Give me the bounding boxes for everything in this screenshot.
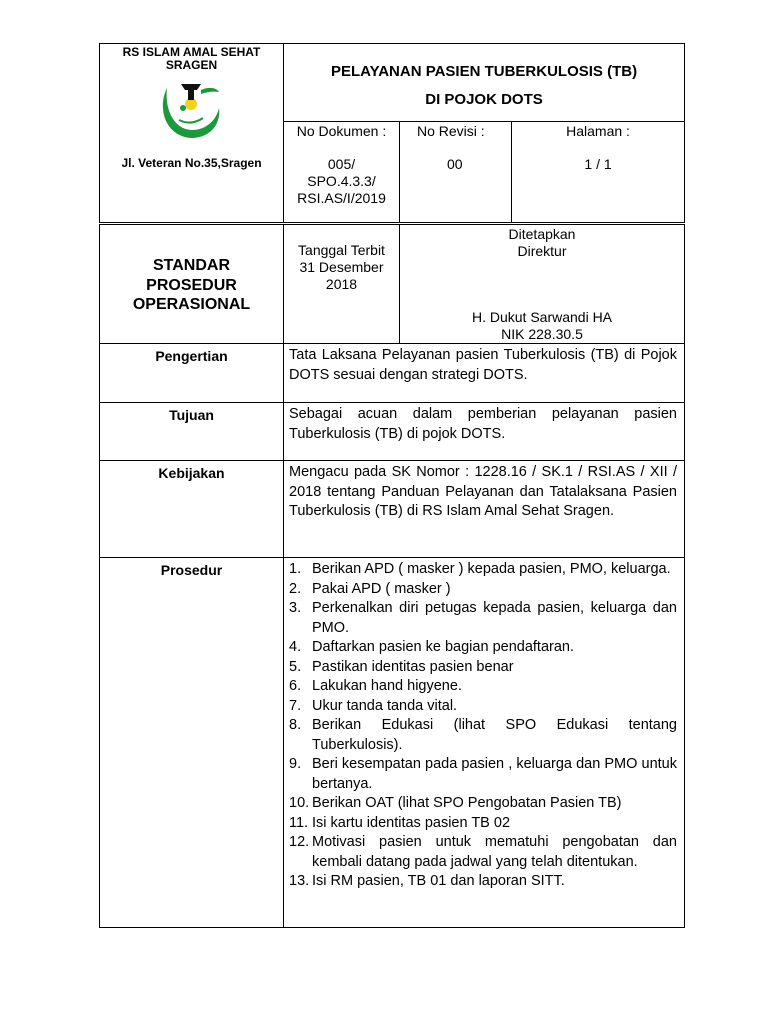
pengertian-label: Pengertian — [100, 344, 284, 403]
step-number: 10. — [289, 795, 310, 811]
tujuan-text: Sebagai acuan dalam pemberian pelayanan pasien Tuberkulosis (TB) di pojok DOTS. — [284, 403, 685, 461]
tanggal-terbit-label: Tanggal Terbit — [298, 242, 385, 258]
ditetapkan-cell — [400, 225, 685, 344]
list-item — [289, 580, 677, 600]
list-item — [289, 814, 677, 834]
step-text: Berikan APD ( masker ) kepada pasien, PMO, keluarga. — [312, 561, 671, 577]
signatory-nik: NIK 228.30.5 — [501, 326, 583, 342]
list-item — [289, 599, 677, 638]
halaman-label: Halaman : — [566, 123, 630, 139]
prosedur-list — [289, 560, 677, 892]
step-number: 9. — [289, 756, 302, 772]
step-text: Isi RM pasien, TB 01 dan laporan SITT. — [312, 873, 565, 889]
step-text: Beri kesempatan pada pasien , keluarga dan PMO untuk bertanya. — [312, 756, 677, 792]
step-text: Motivasi pasien untuk mematuhi pengobatan dan kembali datang pada jadwal yang telah ditentukan. — [312, 834, 677, 870]
step-text: Berikan OAT (lihat SPO Pengobatan Pasien TB) — [312, 795, 622, 811]
step-number: 1. — [289, 561, 302, 577]
no-revisi-label: No Revisi : — [417, 123, 485, 139]
no-revisi-cell — [400, 122, 512, 223]
list-item — [289, 658, 677, 678]
list-item — [289, 794, 677, 814]
step-number: 3. — [289, 600, 302, 616]
no-dokumen-label: No Dokumen : — [296, 123, 387, 139]
no-dokumen-value: 005/ SPO.4.3.3/ RSI.AS/I/2019 — [297, 156, 386, 206]
step-number: 11. — [289, 814, 309, 831]
list-item — [289, 677, 677, 697]
kebijakan-text: Mengacu pada SK Nomor : 1228.16 / SK.1 / RSI.AS / XII / 2018 tentang Panduan Pelayanan dan Tatalaksana Pasien Tuberkulosis (TB) di RS Islam Amal Sehat Sragen. — [284, 461, 685, 558]
jabatan: Direktur — [517, 243, 567, 259]
signatory-name: H. Dukut Sarwandi HA — [471, 309, 613, 325]
tanggal-terbit-cell — [284, 225, 400, 344]
step-text: Perkenalkan diri petugas kepada pasien, keluarga dan PMO. — [312, 600, 677, 636]
tujuan-label: Tujuan — [100, 403, 284, 461]
pengertian-text: Tata Laksana Pelayanan pasien Tuberkulosis (TB) di Pojok DOTS sesuai dengan strategi DOTS. — [284, 344, 685, 403]
step-text: Lakukan hand higyene. — [312, 678, 462, 694]
step-number: 2. — [289, 580, 302, 597]
list-item — [289, 755, 677, 794]
step-text: Ukur tanda tanda vital. — [312, 697, 458, 714]
document-title: PELAYANAN PASIEN TUBERKULOSIS (TB) DI POJOK DOTS — [284, 44, 685, 122]
prosedur-cell — [284, 558, 685, 928]
list-item — [289, 716, 677, 755]
list-item — [289, 560, 677, 580]
hospital-address: Jl. Veteran No.35,Sragen — [121, 156, 262, 170]
sop-title: STANDAR PROSEDUR OPERASIONAL — [100, 225, 284, 344]
step-text: Isi kartu identitas pasien TB 02 — [312, 814, 511, 831]
step-number: 6. — [289, 678, 302, 694]
list-item — [289, 833, 677, 872]
step-number: 4. — [289, 639, 302, 655]
list-item — [289, 872, 677, 892]
step-text: Daftarkan pasien ke bagian pendaftaran. — [312, 639, 574, 655]
step-text: Berikan Edukasi (lihat SPO Edukasi tentang Tuberkulosis). — [312, 717, 677, 753]
list-item — [289, 697, 677, 717]
step-number: 7. — [289, 697, 302, 714]
step-number: 8. — [289, 717, 302, 733]
signatory — [400, 309, 684, 343]
hospital-name: RS ISLAM AMAL SEHAT SRAGEN — [122, 45, 261, 72]
hospital-cell — [100, 44, 284, 223]
header-table — [99, 43, 685, 223]
hospital-crescent-logo-icon — [157, 78, 227, 142]
step-text: Pakai APD ( masker ) — [312, 580, 451, 597]
halaman-cell — [512, 122, 685, 223]
kebijakan-label: Kebijakan — [100, 461, 284, 558]
step-number: 12. — [289, 834, 310, 850]
ditetapkan-label: Ditetapkan — [508, 226, 576, 242]
no-dokumen-cell — [284, 122, 400, 223]
step-number: 13. — [289, 873, 310, 889]
tanggal-terbit-value: 31 Desember 2018 — [299, 259, 384, 292]
no-revisi-value: 00 — [447, 156, 463, 172]
halaman-value: 1 / 1 — [584, 156, 612, 172]
step-number: 5. — [289, 658, 302, 675]
prosedur-label: Prosedur — [100, 558, 284, 928]
sop-table — [99, 224, 685, 928]
list-item — [289, 638, 677, 658]
step-text: Pastikan identitas pasien benar — [312, 658, 514, 675]
